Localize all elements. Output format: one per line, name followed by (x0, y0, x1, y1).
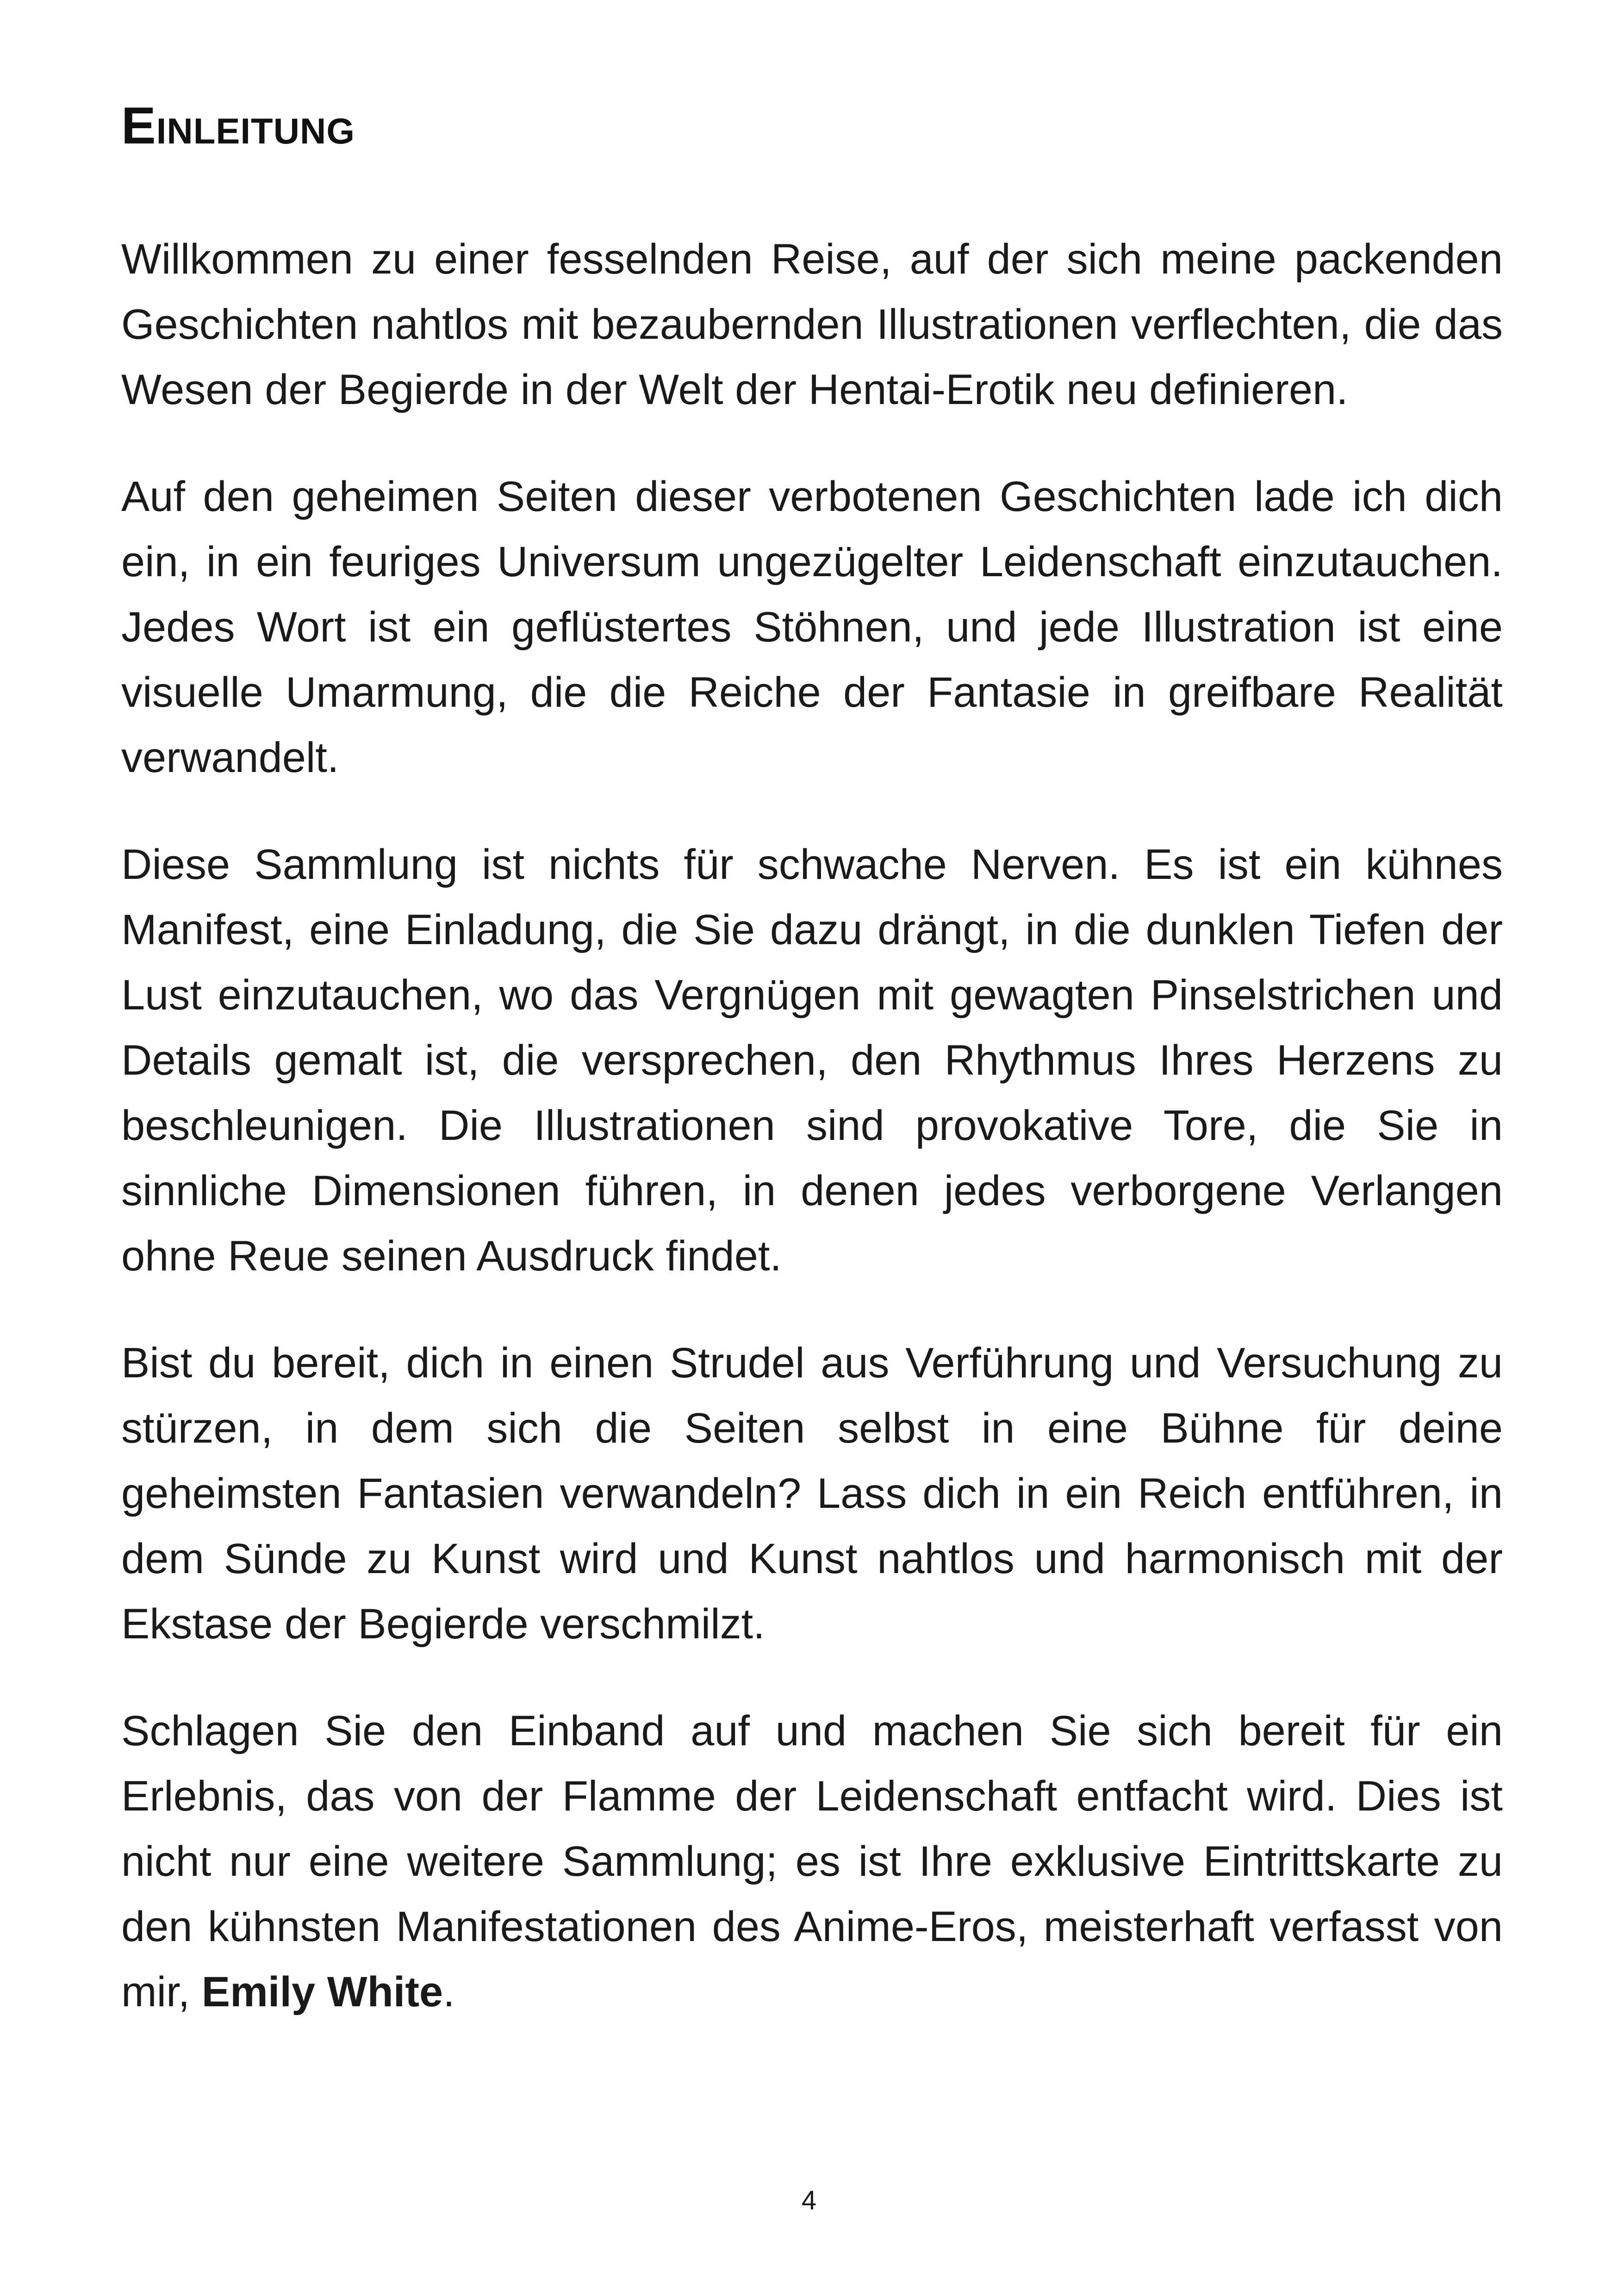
paragraph-5 (121, 1699, 1503, 2025)
chapter-heading: Einleitung (121, 97, 355, 155)
author-name: Emily White (201, 1968, 443, 2016)
paragraph-5-text: Schlagen Sie den Einband auf und machen Sie sich bereit für ein Erlebnis, das von der Flamme der Leidenschaft entfacht wird. Dies ist nicht nur eine weitere Sammlung; es ist Ihre exklusive Eintrittskarte zu den kühnsten Manifestationen des Anime-Eros, meisterhaft verfasst von mir, (121, 1707, 1503, 2016)
paragraph-5-end: . (443, 1968, 455, 2016)
page-number: 4 (801, 2185, 817, 2215)
paragraph-2: Auf den geheimen Seiten dieser verbotenen Geschichten lade ich dich ein, in ein feuriges Universum ungezügelter Leidenschaft einzutauchen. Jedes Wort ist ein geflüstertes Stöhnen, und jede Illustration ist eine visuelle Umarmung, die die Reiche der Fantasie in greifbare Realität verwandelt. (121, 473, 1503, 781)
paragraph-4: Bist du bereit, dich in einen Strudel aus Verführung und Versuchung zu stürzen, in dem sich die Seiten selbst in eine Bühne für deine geheimsten Fantasien verwandeln? Lass dich in ein Reich entführen, in dem Sünde zu Kunst wird und Kunst nahtlos und harmonisch mit der Ekstase der Begierde verschmilzt. (121, 1339, 1503, 1648)
paragraph-3: Diese Sammlung ist nichts für schwache Nerven. Es ist ein kühnes Manifest, eine Einladung, die Sie dazu drängt, in die dunklen Tiefen der Lust einzutauchen, wo das Vergnügen mit gewagten Pinselstrichen und Details gemalt ist, die versprechen, den Rhythmus Ihres Herzens zu beschleunigen. Die Illustrationen sind provokative Tore, die Sie in sinnliche Dimensionen führen, in denen jedes verborgene Verlangen ohne Reue seinen Ausdruck findet. (121, 841, 1503, 1280)
body-text (121, 227, 1503, 2066)
paragraph-1: Willkommen zu einer fesselnden Reise, auf der sich meine packenden Geschichten nahtlos mit bezaubernden Illustrationen verflechten, die das Wesen der Begierde in der Welt der Hentai-Erotik neu definieren. (121, 236, 1503, 413)
